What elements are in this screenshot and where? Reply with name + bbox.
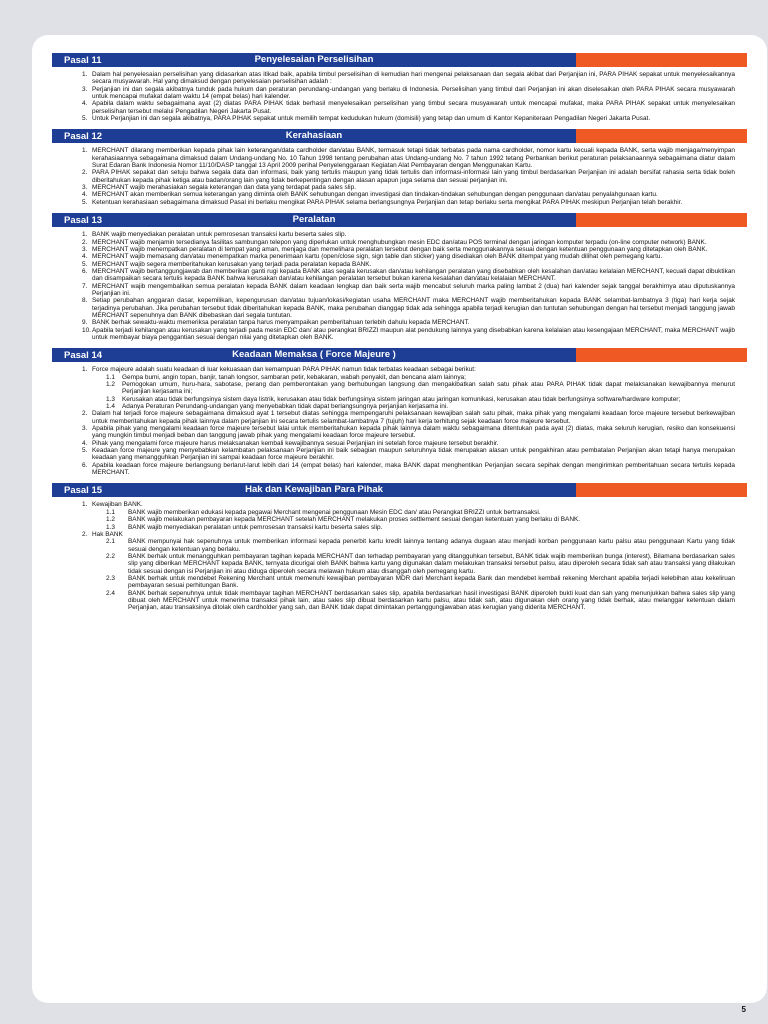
section-label: Pasal 14 bbox=[64, 349, 103, 361]
list-item: 9. BANK berhak sewaktu-waktu memeriksa peralatan tanpa harus menyampaikan pemberitahuan terlebih dahulu kepada MERCHANT. bbox=[82, 319, 470, 327]
sub-list-item: 1.3 BANK wajib menyediakan peralatan untuk pemrosesan transaksi kartu beserta sales slip. bbox=[106, 523, 383, 531]
list-item: 3. MERCHANT wajib merahasiakan segala keterangan dan data yang terdapat pada sales slip. bbox=[82, 184, 356, 192]
section-pasal-15 bbox=[52, 483, 747, 614]
header-accent bbox=[576, 483, 747, 497]
section-header bbox=[52, 129, 747, 143]
sub-list-item: 2.3 BANK berhak untuk mendebet Rekening Merchant untuk memenuhi kewajiban pembayaran MDR dari Merchant kepada Bank dan mendebet kembali rekening Merchant apabila terjadi kelebihan atau kekeliruan pembayaran sesuai perhitungan Bank. bbox=[106, 574, 735, 590]
list-item: 4. Apabila dalam waktu sebagaimana ayat (2) diatas PARA PIHAK tidak berhasil menyelesaikan perselisihan yang timbul secara musyawarah untuk mencapai mufakat, maka PARA PIHAK sepakat untuk menyelesaikan perselisihan tersebut melalui Pengadilan Negeri Jakarta Pusat. bbox=[82, 100, 735, 115]
section-pasal-11 bbox=[52, 53, 747, 125]
header-accent bbox=[576, 213, 747, 227]
sub-list-item: 2.1 BANK mempunyai hak sepenuhnya untuk memberikan informasi kepada penerbit kartu kredit lainnya tentang adanya dugaan atau menjadi korban penggunaan kartu palsu atau penggunaan Kartu yang tidak sesuai dengan ketentuan yang berlaku. bbox=[106, 538, 735, 553]
document-page bbox=[32, 35, 767, 1003]
list-item: 5. Keadaan force majeure yang menyebabkan kelambatan pelaksanaan Perjanjian ini baik sebagian maupun seluruhnya tidak merupakan alasan untuk pengakhiran atau pembatalan Perjanjian akan tetapi hanya merupakan keadaan yang menangguhkan Perjanjian ini sampai keadaan force majeure berakhir. bbox=[82, 447, 735, 462]
section-header bbox=[52, 348, 747, 362]
sub-list-item: 1.4 Adanya Peraturan Perundang-undangan yang menyebabkan tidak dapat berlangsungnya perjanjian kerjasama ini. bbox=[106, 403, 449, 411]
header-accent bbox=[576, 348, 747, 362]
sub-list-item: 2.2 BANK berhak untuk menangguhkan pembayaran tagihan kepada MERCHANT dan terhadap pembayaran yang ditangguhkan tersebut, BANK tidak wajib memberikan bunga (interest), Bilamana berdasarkan sales slip yang diberikan MERCHANT kepada BANK, ternyata dicurigai oleh BANK bahwa kartu yang digunakan dalam melakukan transaksi tersebut palsu, atau diperoleh secara tidak sah atau transaksi yang dilakukan tidak sesuai dengan isi Perjanjian ini atau diduga diperoleh secara melawan hukum atau disanggah oleh pemegang kartu. bbox=[106, 552, 735, 575]
list-item: 2. Hak BANK 2.1 BANK mempunyai hak sepenuhnya untuk memberikan informasi kepada penerbit kartu kredit lainnya tentang adanya dugaan atau menjadi korban penggunaan kartu palsu atau penggunaan Kartu yang tidak sesuai dengan ketentuan yang berlaku. 2.2 BANK berhak untuk menangguhkan pembayaran tagihan kepada MERCHANT dan terhadap pembayaran yang ditangguhkan tersebut, BANK tidak wajib memberikan bunga (interest), Bilamana berdasarkan sales slip yang diberikan MERCHANT kepada BANK, ternyata dicurigai oleh BANK bahwa kartu yang digunakan dalam melakukan transaksi tersebut palsu, atau diperoleh secara tidak sah atau transaksi yang dilakukan tidak sesuai dengan isi Perjanjian ini atau diduga diperoleh secara melawan hukum atau disanggah oleh pemegang kartu. 2.3 BANK berhak untuk mendebet Rekening Merchant untuk memenuhi kewajiban pembayaran MDR dari Merchant kepada Bank dan mendebet kembali rekening Merchant apabila terjadi kelebihan atau kekeliruan pembayaran sesuai perhitungan Bank. 2.4 BANK berhak sepenuhnya untuk tidak membayar tagihan MERCHANT berdasarkan sales slip, apabila berdasarkan hasil investigasi BANK diperoleh bukti kuat dan sah yang menunjukkan bahwa sales slip yang dibuat oleh MERCHANT untuk menerima transaksi pihak lain, atau sales slip dibuat berdasarkan kartu palsu, atau tidak sah, atau digunakan oleh orang yang tidak berhak, atau melanggar ketentuan dalam Perjanjian, atau transaksinya ditolak oleh cardholder yang sah, dan BANK tidak dapat dimintakan pertanggungjawaban atas kerugian yang diderita MERCHANT. bbox=[82, 530, 735, 612]
sub-list-item: 1.1 Gempa bumi, angin topan, banjir, tanah longsor, sambaran petir, kebakaran, wabah penyakit, dan bencana alam lainnya; bbox=[106, 373, 466, 381]
list-item: 4. MERCHANT akan memberikan semua keterangan yang diminta oleh BANK sehubungan dengan investigasi dan tindakan-tindakan sehubungan dengan penggunaan dan/atau penyalahgunaan kartu. bbox=[82, 191, 658, 199]
list-item: 3. MERCHANT wajib menempatkan peralatan di tempat yang aman, menjaga dan memelihara peralatan tersebut dengan baik serta menggunakannya sesuai dengan ketentuan penggunaan yang ditetapkan oleh BANK. bbox=[82, 245, 708, 253]
header-accent bbox=[576, 129, 747, 143]
section-label: Pasal 15 bbox=[64, 484, 103, 496]
list-item: 6. Apabila keadaan force majeure berlangsung berlarut-larut lebih dari 14 (empat belas) hari kalender, maka BANK dapat menghentikan Perjanjian secara sepihak dengan mengirimkan pemberitahuan secara tertulis kepada MERCHANT. bbox=[82, 461, 735, 477]
list-item: 5. MERCHANT wajib segera memberitahukan kerusakan yang terjadi pada peralatan kepada BANK. bbox=[82, 260, 372, 268]
sub-list-item: 2.4 BANK berhak sepenuhnya untuk tidak membayar tagihan MERCHANT berdasarkan sales slip, apabila berdasarkan hasil investigasi BANK diperoleh bukti kuat dan sah yang menunjukkan bahwa sales slip yang dibuat oleh MERCHANT untuk menerima transaksi pihak lain, atau sales slip dibuat berdasarkan kartu palsu, atau tidak sah, atau digunakan oleh orang yang tidak berhak, atau melanggar ketentuan dalam Perjanjian, atau transaksinya ditolak oleh cardholder yang sah, dan BANK tidak dapat dimintakan pertanggungjawaban atas kerugian yang diderita MERCHANT. bbox=[106, 589, 735, 612]
list-item: 5. Ketentuan kerahasiaan sebagaimana dimaksud Pasal ini berlaku mengikat PARA PIHAK selama berlangsungnya Perjanjian dan tetap berlaku serta mengikat PARA PIHAK meskipun Perjanjian telah berakhir. bbox=[82, 198, 683, 206]
list-item: 1. Force majeure adalah suatu keadaan di luar kekuasaan dan kemampuan PARA PIHAK namun tidak terbatas keadaan sebagai berikut: 1.1 Gempa bumi, angin topan, banjir, tanah longsor, sambaran petir, kebakaran, wabah penyakit, dan bencana alam lainnya; 1.2 Pemogokan umum, huru-hara, sabotase, perang dan pemberontakan yang berhubungan langsung dan mengakibatkan salah satu pihak atau PARA PIHAK tidak dapat melaksanakan kewajibannya menurut Perjanjian kerjasama ini; 1.3 Kerusakan atau tidak berfungsinya sistem daya listrik, kerusakan atau tidak berfungsinya sistem jaringan atau jaringan komunikasi, kerusakan atau tidak berfungsinya software/hardware komputer; 1.4 Adanya Peraturan Perundang-undangan yang menyebabkan tidak dapat berlangsungnya perjanjian kerjasama ini. bbox=[82, 366, 735, 411]
list-item: 1. Kewajiban BANK. 1.1 BANK wajib memberikan edukasi kepada pegawai Merchant mengenai penggunaan Mesin EDC dan/ atau Perangkat BRIZZI untuk bertransaksi. 1.2 BANK wajib melakukan pembayaran kepada MERCHANT setelah MERCHANT melakukan proses settlement sesuai dengan ketentuan yang berlaku di BANK. 1.3 BANK wajib menyediakan peralatan untuk pemrosesan transaksi kartu beserta sales slip. bbox=[82, 501, 735, 530]
list-item: 1. MERCHANT dilarang memberikan kepada pihak lain keterangan/data cardholder dan/atau BANK, termasuk tetapi tidak terbatas pada nama cardholder, nomor kartu kecuali kepada BANK, serta wajib menjaga/menyimpan kerahasiaannya sebagaimana dimaksud dalam Undang-undang No. 10 Tahun 1998 tentang perubahan atas Undang-undang No. 7 tahun 1992 tetang Perbankan berikut peraturan pelaksanaannya sebagaimana diatur dalam Surat Edaran Bank Indonesia Nomor 11/10/DASP tanggal 13 April 2009 perihal Penyelenggaraan Kegiatan Alat Pembayaran dengan Menggunakan Kartu. bbox=[82, 147, 735, 170]
section-pasal-14 bbox=[52, 348, 747, 479]
section-title: Keadaan Memaksa ( Force Majeure ) bbox=[232, 349, 396, 361]
section-label: Pasal 13 bbox=[64, 214, 103, 226]
list-item: 8. Setiap perubahan anggaran dasar, kepemilikan, kepengurusan dan/atau tujuan/lokasi/kegiatan usaha MERCHANT maka MERCHANT wajib memberitahukan kepada BANK selambat-lambatnya 3 (tiga) hari kerja sejak terjadinya perubahan. Jika perubahan tersebut tidak diberitahukan kepada BANK, maka perubahan dianggap tidak ada sehingga apabila terjadi kerugian dan tuntutan sehubungan dengan hal tersebut menjadi tanggung jawab MERCHANT sepenuhnya dan BANK dibebaskan dari segala tuntutan. bbox=[82, 297, 735, 319]
list-item: 3. Perjanjian ini dan segala akibatnya tunduk pada hukum dan peraturan perundang-undangan yang berlaku di Indonesia. Perselisihan yang timbul dari Perjanjian ini akan diselesaikan oleh PARA PIHAK secara musyawarah untuk mencapai mufakat dalam waktu 14 (empat belas) hari kalender. bbox=[82, 85, 735, 101]
section-pasal-13 bbox=[52, 213, 747, 344]
sub-list-item: 1.2 Pemogokan umum, huru-hara, sabotase, perang dan pemberontakan yang berhubungan langsung dan mengakibatkan salah satu pihak atau PARA PIHAK tidak dapat melaksanakan kewajibannya menurut Perjanjian kerjasama ini; bbox=[106, 381, 735, 396]
section-title: Hak dan Kewajiban Para Pihak bbox=[245, 484, 383, 496]
section-label: Pasal 12 bbox=[64, 130, 103, 142]
page-number: 5 bbox=[741, 1005, 746, 1014]
sub-list-item: 1.1 BANK wajib memberikan edukasi kepada pegawai Merchant mengenai penggunaan Mesin EDC dan/ atau Perangkat BRIZZI untuk bertransaksi. bbox=[106, 508, 541, 516]
section-pasal-12 bbox=[52, 129, 747, 209]
list-item: 1. BANK wajib menyediakan peralatan untuk pemrosesan transaksi kartu beserta sales slip. bbox=[82, 231, 347, 239]
section-header bbox=[52, 213, 747, 227]
list-item: 10. Apabila terjadi kehilangan atau kerusakan yang terjadi pada mesin EDC dan/ atau perangkat BRIZZI maupun alat pendukung lainnya yang disebabkan karena kelalaian atau kesengajaan MERCHANT, maka MERCHANT wajib untuk membayar biaya penggantian sesuai dengan nilai yang ditetapkan oleh BANK. bbox=[82, 326, 735, 341]
list-item: 2. PARA PIHAK sepakat dan setuju bahwa segala data dan informasi, baik yang tertulis maupun yang tidak tertulis dan informasi-informasi lain yang timbul berdasarkan Perjanjian ini adalah bersifat rahasia serta tidak boleh diberitahukan kepada pihak ketiga atau badan/orang lain yang tidak berkepentingan dengan alasan apapun juga selama dan sesuai perjanjian ini. bbox=[82, 169, 735, 184]
header-accent bbox=[576, 53, 747, 67]
list-item: 4. Pihak yang mengalami force majeure harus melaksanakan kembali kewajibannya sesuai Perjanjian ini setelah force majeure tersebut berakhir. bbox=[82, 439, 499, 447]
section-title: Peralatan bbox=[292, 214, 336, 226]
list-item: 7. MERCHANT wajib mengembalikan semua peralatan kepada BANK dalam keadaan lengkap dan baik serta wajib mencabut seluruh marka paling lambat 2 (dua) hari kalender sejak tanggal berakhirnya atau diputuskannya Perjanjian ini. bbox=[82, 282, 735, 297]
sub-list-item: 1.3 Kerusakan atau tidak berfungsinya sistem daya listrik, kerusakan atau tidak berfungsinya sistem jaringan atau jaringan komunikasi, kerusakan atau tidak berfungsinya software/hardware komputer; bbox=[106, 395, 681, 403]
list-item: 6. MERCHANT wajib bertanggungjawab dan memberikan ganti rugi kepada BANK atas segala kerusakan dan/atau kehilangan peralatan yang disebabkan oleh kesalahan dan/atau kelalaian MERCHANT, kecuali dapat dibuktikan dan disampaikan secara tertulis kepada BANK bahwa kerusakan dan/atau kehilangan peralatan tersebut bukan karena kesalahan dan/atau kelalaian MERCHANT. bbox=[82, 267, 735, 283]
list-item: 1. Dalam hal penyelesaian perselisihan yang didasarkan atas itikad baik, apabila timbul perselisihan di kemudian hari mengenai pelaksanaan dan segala akibat dari Perjanjian ini, PARA PIHAK sepakat untuk menyelesaikannya secara musyawarah. Hal yang dimaksud dengan penyelesaian perselisihan adalah : bbox=[82, 71, 735, 86]
list-item: 2. Dalam hal terjadi force majeure sebagaimana dimaksud ayat 1 tersebut diatas sehingga mempengaruhi pelaksanaan kewajiban salah satu pihak, maka pihak yang mengalami keadaan force majeure tersebut berkewajiban untuk memberitahukan kepada pihak lainnya dalam perjanjian ini secara tertulis selambat-lambatnya 7 (tujuh) hari kerja terhitung sejak keadaan force majeure tersebut. bbox=[82, 410, 735, 425]
section-title: Kerahasiaan bbox=[285, 130, 343, 142]
section-header bbox=[52, 483, 747, 497]
list-item: 3. Apabila pihak yang mengalami keadaan force majeure tersebut lalai untuk memberitahukan kepada pihak lainnya dalam waktu sebagaimana ditentukan pada ayat (2) diatas, maka seluruh kerugian, resiko dan konsekuensi yang mungkin timbul menjadi beban dan tanggung jawab pihak yang mengalami keadaan force majeure tersebut. bbox=[82, 425, 735, 440]
list-item: 5. Untuk Perjanjian ini dan segala akibatnya, PARA PIHAK sepakat untuk memilih tempat kedudukan hukum (domisili) yang tetap dan umum di Kantor Kepaniteraan Pengadilan Negeri Jakarta Pusat. bbox=[82, 115, 651, 123]
section-title: Penyelesaian Perselisihan bbox=[254, 54, 374, 65]
sub-list-item: 1.2 BANK wajib melakukan pembayaran kepada MERCHANT setelah MERCHANT melakukan proses settlement sesuai dengan ketentuan yang berlaku di BANK. bbox=[106, 516, 581, 524]
section-label: Pasal 11 bbox=[64, 54, 102, 66]
list-item: 4. MERCHANT wajib memasang dan/atau menempatkan marka penerimaan kartu (open/close sign, sign table dan sticker) yang disediakan oleh BANK ditempat yang mudah dilihat oleh pemegang kartu. bbox=[82, 253, 663, 261]
list-item: 2. MERCHANT wajib menjamin tersedianya fasilitas sambungan telepon yang diperlukan untuk menghubungkan mesin EDC dan/atau POS terminal dengan jaringan komputer terpadu (on-line computer network) BANK. bbox=[82, 238, 707, 246]
section-header bbox=[52, 53, 747, 67]
